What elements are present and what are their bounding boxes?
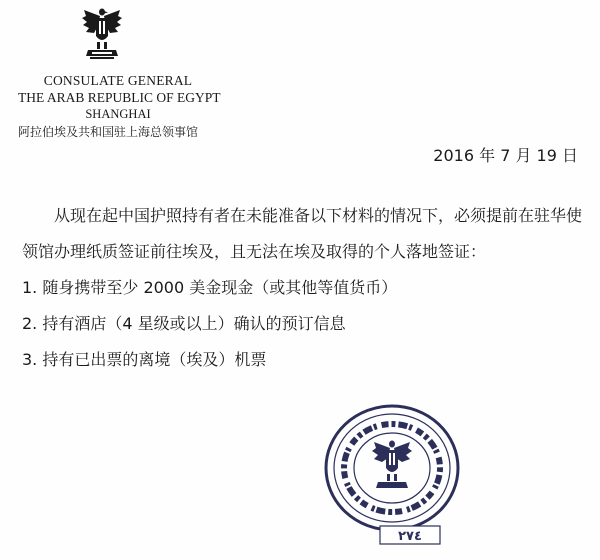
eagle-emblem-icon <box>80 6 124 62</box>
letter-date: 2016 年 7 月 19 日 <box>433 146 578 165</box>
letterhead-title: CONSULATE GENERAL <box>43 73 193 88</box>
body-paragraph: 从现在起中国护照持有者在未能准备以下材料的情况下，必须提前在驻华使领馆办理纸质签证前往埃及，且无法在埃及取得的个人落地签证： <box>22 206 583 261</box>
letterhead <box>18 72 221 141</box>
seal-number: ٢٧٤ <box>398 529 422 544</box>
requirements-list <box>22 270 582 378</box>
letter-body <box>22 198 582 378</box>
letterhead-city: SHANGHAI <box>85 107 151 121</box>
letterhead-chinese-name: 阿拉伯埃及共和国驻上海总领事馆 <box>18 125 199 139</box>
list-item: 1. 随身携带至少 2000 美金现金（或其他等值货币） <box>22 278 398 297</box>
list-item: 3. 持有已出票的离境（埃及）机票 <box>22 350 267 369</box>
list-item: 2. 持有酒店（4 星级或以上）确认的预订信息 <box>22 314 346 333</box>
letterhead-country: THE ARAB REPUBLIC OF EGYPT <box>18 90 221 105</box>
consulate-seal-icon <box>312 398 472 548</box>
